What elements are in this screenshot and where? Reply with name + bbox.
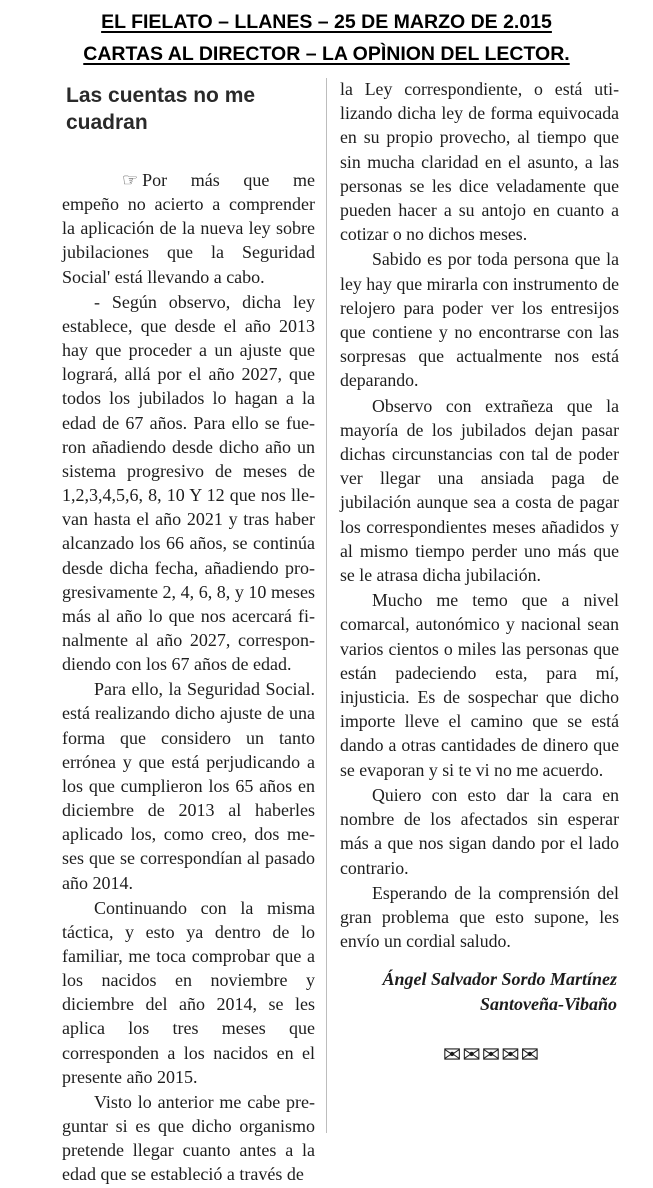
article-paragraph: la Ley correspondiente, o está utilizando dicha ley de forma equivocada en su propio provecho, al tiempo que sin mucha claridad en el asunto, a las personas se les dice veladamente que pueden hacer a su antojo en cuanto a cotizar o no dichos meses. — [340, 79, 619, 245]
author-signature — [340, 967, 619, 1017]
article-paragraph: Continuando con la misma táctica, y esto ya dentro de lo familiar, me toca comprobar que a los nacidos en noviembre y diciembre del año 2014, se les aplica los tres meses que corresponden a los nacidos en el presente año 2015. — [62, 897, 315, 1087]
end-of-letter-envelope-icons — [340, 1042, 619, 1068]
article-paragraph: Quiero con esto dar la cara en nombre de los afectados sin esperar más a que nos sigan dando por el lado contrario. — [340, 784, 619, 878]
article-paragraph: Esperando de la comprensión del gran problema que esto supone, les envío un cordial saludo. — [340, 882, 619, 952]
pointing-hand-icon: ☞ — [122, 170, 139, 190]
article-paragraph: Mucho me temo que a nivel comarcal, autonómico y nacional sean varios cientos o miles las personas que están padeciendo esta, para mí, injusticia. Es de sospechar que dicho importe lleve el camino que se está dando a otras cantidades de dinero que se evaporan y si te vi no me acuerdo. — [340, 590, 619, 780]
page-header — [0, 6, 653, 70]
article-paragraph: Para ello, la Seguridad Social. está realizando dicho ajuste de una forma que considero un tanto errónea y que está perjudicando a los que cumplieron los 65 años en diciembre de 2013 al haberles aplicado los, como creo, dos meses que se correspondían al pasado año 2014. — [62, 679, 315, 893]
envelope-icon: ✉✉✉✉✉ — [442, 1043, 541, 1069]
article-paragraph — [62, 168, 315, 289]
article-column-right — [340, 77, 619, 1068]
header-line-section: CARTAS AL DIRECTOR – LA OPÌNION DEL LECTOR. — [83, 43, 570, 65]
article-column-left — [62, 78, 315, 1188]
article-paragraph: Visto lo anterior me cabe preguntar si es que dicho organismo pretende llegar cuanto antes a la edad que se estableció a través de — [62, 1091, 315, 1185]
article-paragraph: - Según observo, dicha ley establece, que desde el año 2013 hay que proceder a un ajuste que logrará, allá por el año 2027, que todos los jubilados lo hagan a la edad de 67 años. Para ello se fueron añadiendo desde dicho año un sistema progresivo de meses de 1,2,3,4,5,6, 8, 10 Y 12 que nos llevan hasta el año 2021 y tras haber alcanzado los 66 años, se continúa desde dicha fecha, añadiendo progresivamente 2, 4, 6, 8, y 10 meses más al año lo que nos acercará finalmente al año 2027, correspondiendo con los 67 años de edad. — [62, 291, 315, 675]
article-paragraph: Sabido es por toda persona que la ley hay que mirarla con instrumento de relojero para poder ver los entresijos que contiene y no encontrarse con las sorpresas que actualmente nos está deparando. — [340, 249, 619, 391]
header-line-publication: EL FIELATO – LLANES – 25 DE MARZO DE 2.015 — [101, 11, 552, 33]
article-paragraph: Observo con extrañeza que la mayoría de los jubilados dejan pasar dichas circunstancias con tal de poder ver llegar una ansiada paga de jubilación aunque sea a costa de pagar los correspondientes meses añadidos y al mismo tiempo perder uno más que se le atrasa dicha jubilación. — [340, 395, 619, 586]
article-title: Las cuentas no me cuadran — [66, 84, 256, 134]
paragraph-text: Por más que me empeño no acierto a comprender la aplicación de la nueva ley sobre jubilaciones que la Seguridad Social' está llevando a cabo. — [62, 170, 315, 287]
column-divider — [326, 78, 327, 1133]
author-name: Ángel Salvador Sordo Martínez — [382, 969, 617, 990]
author-location: Santoveña-Vibaño — [479, 994, 617, 1015]
